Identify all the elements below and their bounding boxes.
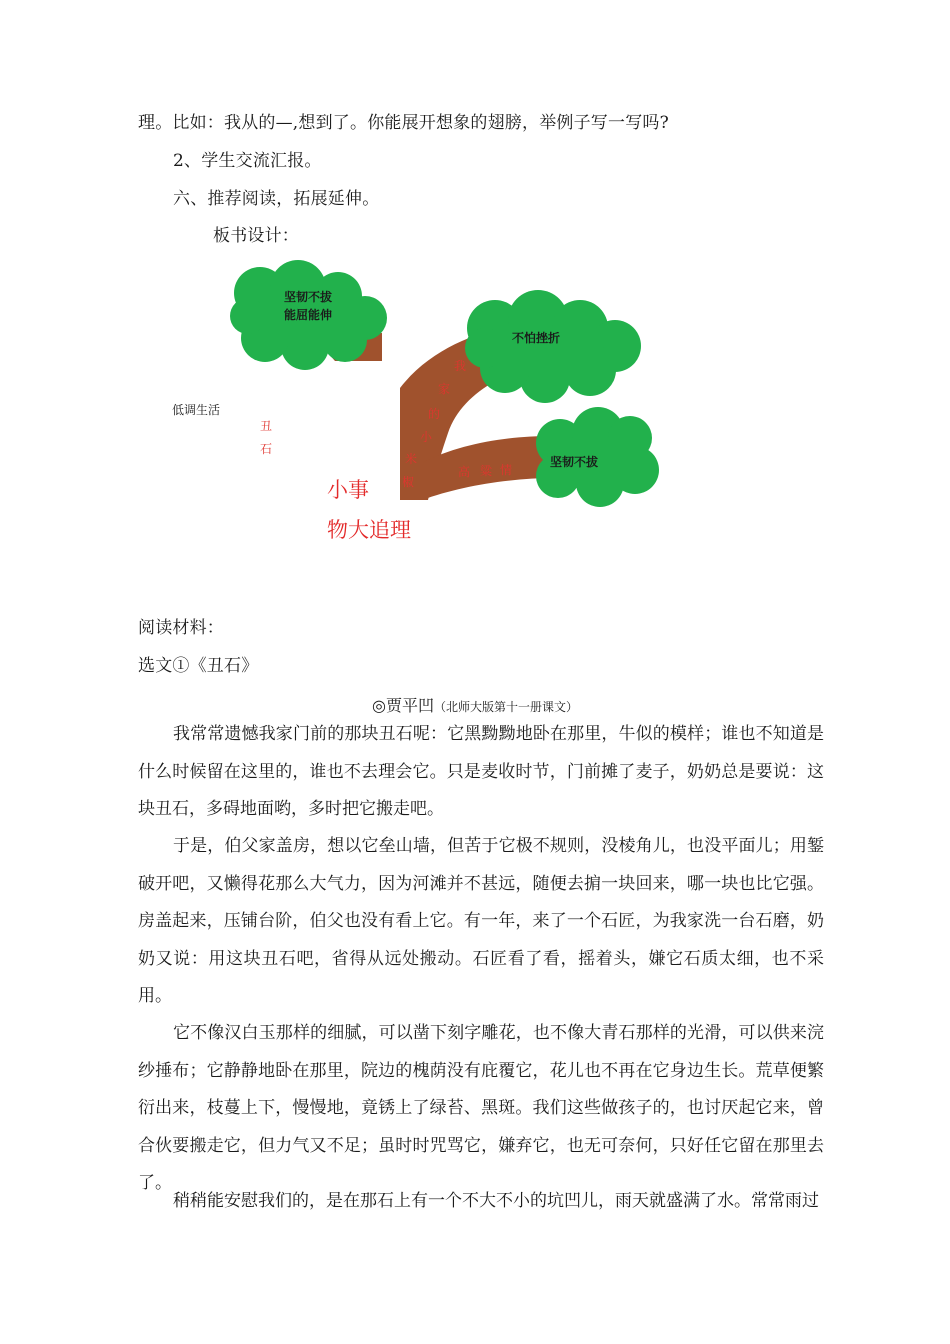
- leaf-label-top-right: 不怕挫折: [512, 331, 561, 345]
- source-note: （北师大版第十一册课文）: [433, 700, 578, 714]
- board-big-red-1: 小事: [327, 478, 369, 502]
- branch-horizontal-char: 粱: [480, 464, 493, 478]
- text-line-1: 理。比如：我从的—,想到了。你能展开想象的翅膀，举例子写一写吗?: [138, 113, 669, 133]
- leaf-label-top-left-2: 能屈能伸: [284, 308, 333, 322]
- board-big-red-2: 物大追理: [327, 518, 411, 542]
- branch-vertical-char: 我: [454, 359, 467, 373]
- branch-vertical-char: 米: [405, 452, 418, 466]
- branch-horizontal-char: 情: [500, 463, 513, 477]
- reading-selection-title: 选文①《丑石》: [138, 656, 259, 676]
- branch-vertical-char: 的: [428, 407, 441, 421]
- branch-vertical-char: 家: [438, 382, 451, 396]
- branch-horizontal-char: 高: [458, 465, 471, 479]
- text-line-3: 六、推荐阅读，拓展延伸。: [173, 189, 380, 209]
- leaf-top-right: [465, 290, 641, 403]
- red-vertical-char: 石: [260, 442, 273, 456]
- leaf-label-bottom-right: 坚韧不拔: [550, 455, 599, 469]
- branch-vertical-char: 椒: [402, 475, 415, 489]
- branch-vertical-char: 小: [420, 430, 433, 444]
- leaf-label-top-left-1: 坚韧不拔: [284, 290, 333, 304]
- paragraph: 我常常遗憾我家门前的那块丑石呢：它黑黝黝地卧在那里，牛似的模样；谁也不知道是什么时候留在这里的，谁也不去理会它。只是麦收时节，门前摊了麦子，奶奶总是要说：这块丑石，多碍地面哟，多时把它搬走吧。: [138, 724, 824, 819]
- red-vertical-char: 丑: [260, 419, 273, 433]
- paragraph: 它不像汉白玉那样的细腻，可以凿下刻字雕花，也不像大青石那样的光滑，可以供来浣纱捶布；它静静地卧在那里，院边的槐荫没有庇覆它，花儿也不再在它身边生长。荒草便繁衍出来，枝蔓上下，慢慢地，竟锈上了绿苔、黑斑。我们这些做孩子的，也讨厌起它来，曾合伙要搬走它，但力气又不足；虽时时咒骂它，嫌弃它，也无可奈何，只好任它留在那里去了。: [138, 1023, 824, 1193]
- reading-heading: 阅读材料：: [138, 618, 224, 638]
- author-name: ◎贾平凹: [372, 696, 434, 715]
- board-left-label: 低调生活: [172, 403, 221, 417]
- board-design-heading: 板书设计：: [213, 226, 299, 246]
- reading-author: [0, 693, 950, 716]
- board-design-diagram: [160, 258, 660, 548]
- text-line-2: 2、学生交流汇报。: [173, 151, 322, 171]
- paragraph: 稍稍能安慰我们的，是在那石上有一个不大不小的坑凹儿，雨天就盛满了水。常常雨过: [173, 1191, 819, 1211]
- paragraph: 于是，伯父家盖房，想以它垒山墙，但苦于它极不规则，没棱角儿，也没平面儿；用錾破开吧，又懒得花那么大气力，因为河滩并不甚远，随便去掮一块回来，哪一块也比它强。房盖起来，压铺台阶，伯父也没有看上它。有一年，来了一个石匠，为我家洗一台石磨，奶奶又说：用这块丑石吧，省得从远处搬动。石匠看了看，摇着头，嫌它石质太细，也不采用。: [138, 836, 824, 1006]
